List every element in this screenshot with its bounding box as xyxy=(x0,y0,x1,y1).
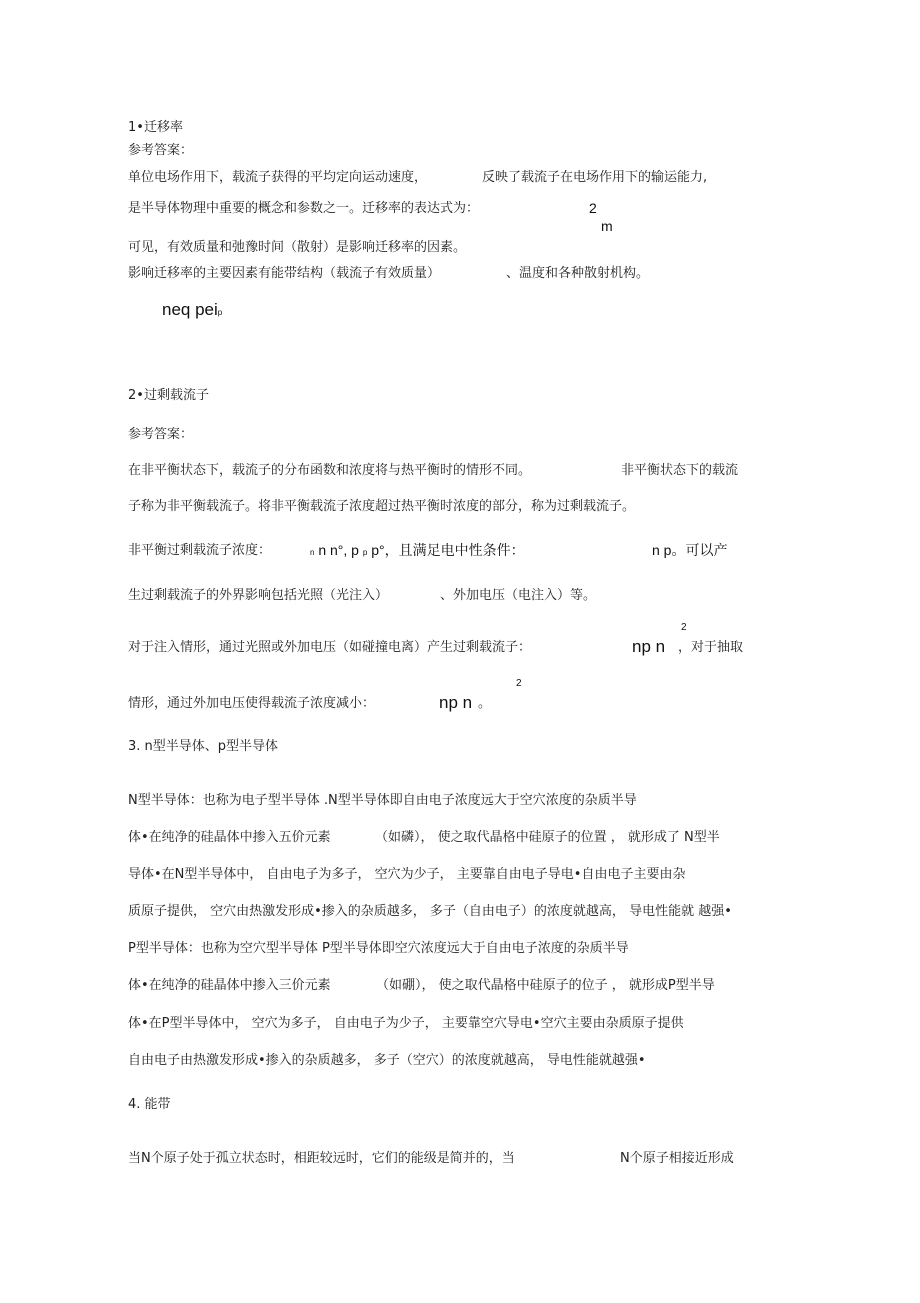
superscript-2: 2 xyxy=(516,678,522,689)
section-2-answer-label: 参考答案： xyxy=(128,427,194,442)
formula-np-n-2: np n xyxy=(439,693,473,712)
formula-p-end: p°，且满足电中性条件： xyxy=(371,542,525,558)
section-2-para-1a: 在非平衡状态下，载流子的分布函数和浓度将与热平衡时的情形不同。 xyxy=(128,463,532,478)
formula-main: neq pei xyxy=(162,300,218,319)
section-2-para-3a: 非平衡过剩载流子浓度： xyxy=(128,543,272,558)
section-1-para-3: 可见，有效质量和弛豫时间（散射）是影响迁移率的因素。 xyxy=(128,240,467,255)
section-3-line-1: N型半导体：也称为电子型半导体 .N型半导体即自由电子浓度远大于空穴浓度的杂质半导 xyxy=(128,793,637,808)
section-3-line-6a: 体•在纯净的硅晶体中掺入三价元素 xyxy=(128,978,331,993)
section-3-line-3: 导体•在N型半导体中， 自由电子为多子， 空穴为少子， 主要靠自由电子导电•自由电子主要由杂 xyxy=(128,867,686,882)
formula-subscript: p xyxy=(217,308,223,317)
section-4-title: 4. 能带 xyxy=(128,1097,171,1112)
section-2-para-1b: 非平衡状态下的载流 xyxy=(621,463,739,478)
section-3-line-8: 自由电子由热激发形成•掺入的杂质越多， 多子（空穴）的浓度就越高， 导电性能就越强• xyxy=(128,1053,646,1068)
section-2-para-3c: n p。可以产 xyxy=(652,542,728,558)
section-2-para-5a: 对于注入情形，通过光照或外加电压（如碰撞电离）产生过剩载流子： xyxy=(128,640,532,655)
section-3-line-6b: （如硼）， 使之取代晶格中硅原子的位子 ， 就形成P型半导 xyxy=(376,978,715,993)
section-2-title: 2•过剩载流子 xyxy=(128,388,209,403)
formula-n-p: n n°, p xyxy=(318,542,359,558)
section-1-title: 1•迁移率 xyxy=(128,120,183,135)
section-1-formula xyxy=(162,300,222,323)
section-1-para-1a: 单位电场作用下，载流子获得的平均定向运动速度， xyxy=(128,170,428,185)
section-4-line-1b: N个原子相接近形成 xyxy=(620,1151,734,1166)
section-1-para-4a: 影响迁移率的主要因素有能带结构（载流子有效质量） xyxy=(128,266,441,281)
section-3-title: 3. n型半导体、p型半导体 xyxy=(128,739,279,754)
section-1-answer-label: 参考答案： xyxy=(128,143,194,158)
section-3-line-5: P型半导体：也称为空穴型半导体 P型半导体即空穴浓度远大于自由电子浓度的杂质半导 xyxy=(128,941,629,956)
formula-two: 2 xyxy=(589,200,597,216)
section-2-para-4b: 、外加电压（电注入）等。 xyxy=(440,588,597,603)
formula-np-n-1: np n xyxy=(632,637,666,656)
superscript-1: 2 xyxy=(681,622,687,633)
section-3-line-2a: 体•在纯净的硅晶体中掺入五价元素 xyxy=(128,830,331,845)
section-2-para-4a: 生过剩载流子的外界影响包括光照（光注入） xyxy=(128,588,389,603)
section-2-para-6b: 。 xyxy=(478,696,492,711)
sub-p: p xyxy=(362,548,368,557)
section-2-para-5b: ，对于抽取 xyxy=(678,640,744,655)
section-2-excess-formula xyxy=(310,542,525,561)
section-2-para-2: 子称为非平衡载流子。将非平衡载流子浓度超过热平衡时浓度的部分，称为过剩载流子。 xyxy=(128,499,636,514)
formula-m: m xyxy=(601,218,613,234)
section-2-para-6a: 情形，通过外加电压使得载流子浓度减小： xyxy=(128,696,376,711)
section-3-line-4: 质原子提供， 空穴由热激发形成•掺入的杂质越多， 多子（自由电子）的浓度就越高， 导电性能就 越强• xyxy=(128,904,732,919)
section-1-para-4b: 、温度和各种散射机构。 xyxy=(506,266,650,281)
section-1-para-1b: 反映了载流子在电场作用下的输运能力, xyxy=(482,170,708,185)
section-4-line-1a: 当N个原子处于孤立状态时，相距较远时，它们的能级是简并的，当 xyxy=(128,1151,515,1166)
section-3-line-2b: （如磷）， 使之取代晶格中硅原子的位置 ， 就形成了 N型半 xyxy=(375,830,720,845)
sub-n: n xyxy=(310,548,315,557)
section-3-line-7: 体•在P型半导体中， 空穴为多子， 自由电子为少子， 主要靠空穴导电•空穴主要由杂质原子提供 xyxy=(128,1016,684,1031)
section-1-para-2: 是半导体物理中重要的概念和参数之一。迁移率的表达式为： xyxy=(128,201,480,216)
